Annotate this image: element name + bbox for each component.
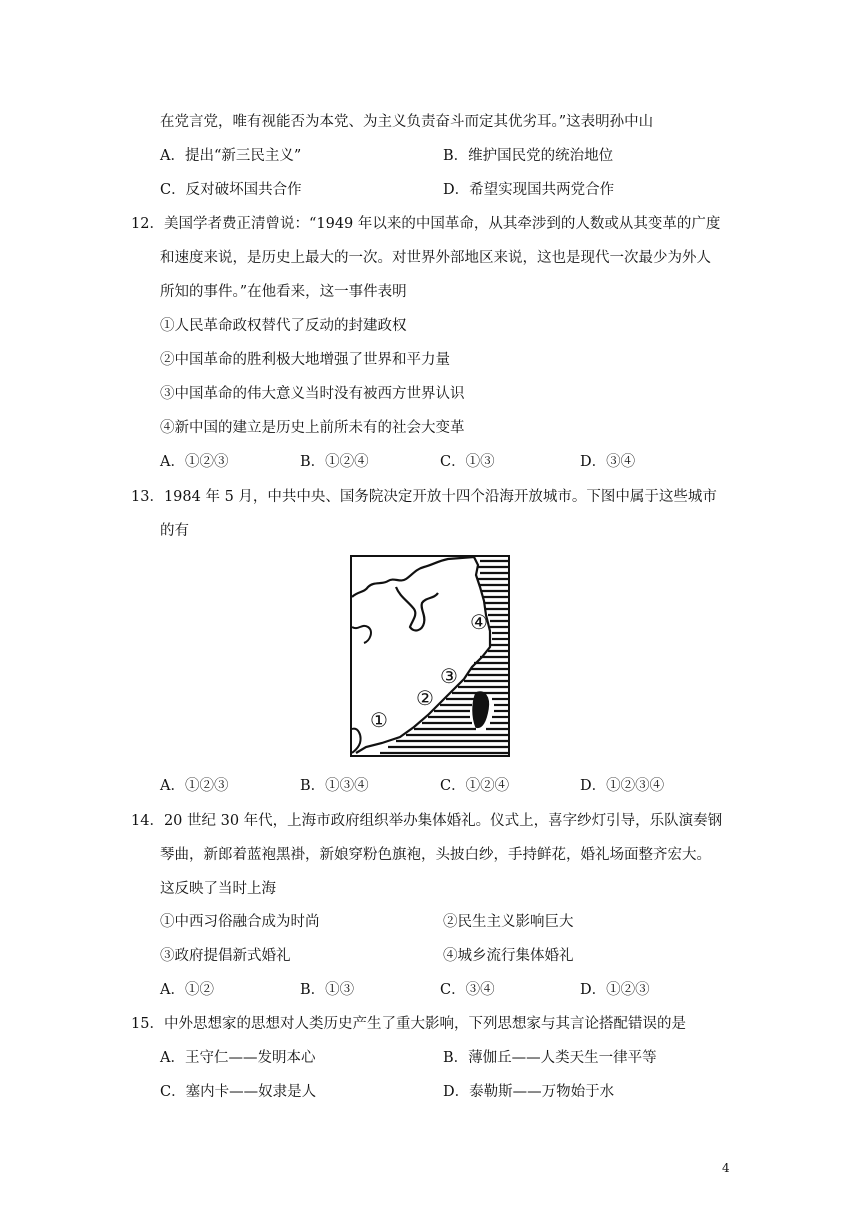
q14-option-d: D．①②③ xyxy=(580,982,650,998)
city-marker-2: ② xyxy=(416,686,434,710)
city-marker-3: ③ xyxy=(440,664,458,688)
q15-option-a: A．王守仁——发明本心 xyxy=(160,1050,316,1066)
peninsula-outline xyxy=(396,587,438,630)
q14-stem-line-1: 14．20 世纪 30 年代，上海市政府组织举办集体婚礼。仪式上，喜字纱灯引导，乐队演奏钢 xyxy=(131,813,723,829)
q13-option-c: C．①②④ xyxy=(440,778,510,794)
q12-stem-line-3: 所知的事件。”在他看来，这一事件表明 xyxy=(160,284,407,300)
q14-option-b: B．①③ xyxy=(300,982,355,998)
island-taiwan xyxy=(473,692,488,727)
city-marker-1: ① xyxy=(370,708,388,732)
q11-option-b: B．维护国民党的统治地位 xyxy=(443,148,614,164)
q15-stem-line-1: 15．中外思想家的思想对人类历史产生了重大影响，下列思想家与其言论搭配错误的是 xyxy=(131,1016,686,1032)
q14-item-2: ②民生主义影响巨大 xyxy=(443,914,574,930)
q12-item-1: ①人民革命政权替代了反动的封建政权 xyxy=(160,318,407,334)
sea-hatching xyxy=(380,561,508,753)
q14-option-a: A．①② xyxy=(160,982,214,998)
q12-option-a: A．①②③ xyxy=(160,454,229,470)
q14-item-1: ①中西习俗融合成为时尚 xyxy=(160,914,320,930)
coastal-map-drawing xyxy=(352,557,508,755)
q11-text-tail: 在党言党，唯有视能否为本党、为主义负责奋斗而定其优劣耳。”这表明孙中山 xyxy=(160,114,654,130)
q14-stem-line-3: 这反映了当时上海 xyxy=(160,881,276,897)
q12-stem-line-2: 和速度来说，是历史上最大的一次。对世界外部地区来说，这也是现代一次最少为外人 xyxy=(160,250,711,266)
q13-option-b: B．①③④ xyxy=(300,778,369,794)
q12-item-3: ③中国革命的伟大意义当时没有被西方世界认识 xyxy=(160,386,465,402)
q11-option-c: C．反对破坏国共合作 xyxy=(160,182,302,198)
q13-option-d: D．①②③④ xyxy=(580,778,665,794)
city-marker-4: ④ xyxy=(470,610,488,634)
q14-stem-line-2: 琴曲，新郎着蓝袍黑褂，新娘穿粉色旗袍，头披白纱，手持鲜花，婚礼场面整齐宏大。 xyxy=(160,847,711,863)
q12-option-d: D．③④ xyxy=(580,454,636,470)
river-outline xyxy=(352,626,371,643)
q15-option-d: D．泰勒斯——万物始于水 xyxy=(443,1084,615,1100)
q13-stem-line-1: 13．1984 年 5 月，中共中央、国务院决定开放十四个沿海开放城市。下图中属于这些城市 xyxy=(131,489,717,505)
south-coast-outline xyxy=(352,729,361,753)
coastal-cities-map xyxy=(350,555,510,757)
q12-option-b: B．①②④ xyxy=(300,454,369,470)
q13-option-a: A．①②③ xyxy=(160,778,229,794)
q12-item-4: ④新中国的建立是历史上前所未有的社会大变革 xyxy=(160,420,465,436)
q12-option-c: C．①③ xyxy=(440,454,495,470)
q12-item-2: ②中国革命的胜利极大地增强了世界和平力量 xyxy=(160,352,450,368)
q14-item-4: ④城乡流行集体婚礼 xyxy=(443,948,574,964)
q13-stem-line-2: 的有 xyxy=(160,523,189,539)
q11-option-d: D．希望实现国共两党合作 xyxy=(443,182,615,198)
q14-option-c: C．③④ xyxy=(440,982,495,998)
q11-option-a: A．提出“新三民主义” xyxy=(160,148,302,164)
q15-option-c: C．塞内卡——奴隶是人 xyxy=(160,1084,317,1100)
q12-stem-line-1: 12．美国学者费正清曾说：“1949 年以来的中国革命，从其牵涉到的人数或从其变革的广度 xyxy=(131,216,721,232)
q14-item-3: ③政府提倡新式婚礼 xyxy=(160,948,291,964)
page-number: 4 xyxy=(722,1161,730,1175)
q15-option-b: B．薄伽丘——人类天生一律平等 xyxy=(443,1050,657,1066)
